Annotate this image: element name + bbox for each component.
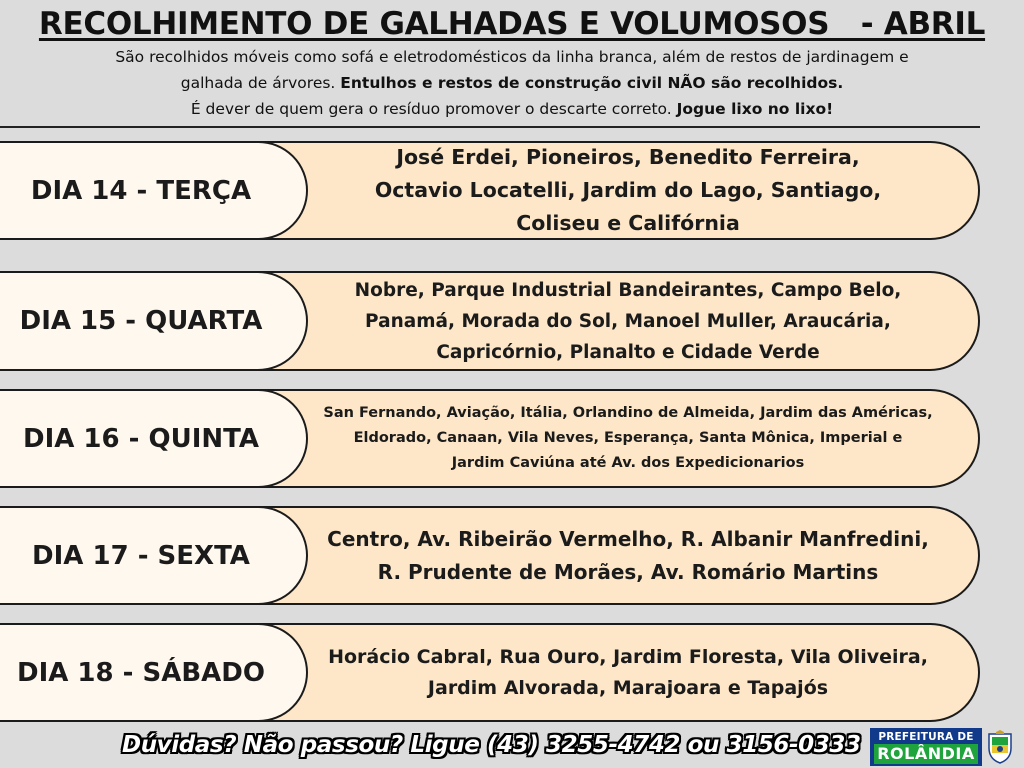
logo-top-text: PREFEITURA DE [878,731,974,743]
day-pill [0,506,308,605]
neighborhoods-text: Horácio Cabral, Rua Ouro, Jardim Floresta, Vila Oliveira, Jardim Alvorada, Marajoara e Tapajós [328,645,928,699]
day-label: DIA 16 - QUINTA [23,423,259,454]
neighborhoods-box [236,389,980,488]
neighborhoods-box [236,623,980,722]
day-label: DIA 18 - SÁBADO [17,657,265,688]
schedule-row-friday [0,506,980,605]
neighborhoods-box [236,141,980,240]
page-title: RECOLHIMENTO DE GALHADAS E VOLUMOSOS - ABRIL [38,6,986,42]
day-pill [0,389,308,488]
day-pill [0,623,308,722]
day-label: DIA 17 - SEXTA [32,540,250,571]
intro-line-3 [20,96,1004,122]
schedule-row-tuesday [0,141,980,240]
neighborhoods-text: San Fernando, Aviação, Itália, Orlandino de Almeida, Jardim das Américas, Eldorado, Canaan, Vila Neves, Esperança, Santa Mônica, Imperial e Jardim Caviúna até Av. dos Expedicionarios [323,405,933,471]
intro-line-1: São recolhidos móveis como sofá e eletrodomésticos da linha branca, além de restos de jardinagem e [115,48,909,66]
neighborhoods-box [236,506,980,605]
day-pill [0,271,308,371]
day-pill [0,141,308,240]
schedule-row-thursday [0,389,980,488]
neighborhoods-text: Centro, Av. Ribeirão Vermelho, R. Albanir Manfredini, R. Prudente de Morães, Av. Romário Martins [327,526,929,584]
intro-line-2-normal: galhada de árvores. [180,74,341,92]
logo-bottom-text: ROLÂNDIA [874,744,978,764]
header-divider [0,126,980,128]
day-label: DIA 14 - TERÇA [30,175,252,206]
intro-line-2 [20,70,1004,96]
intro-line-3-normal: É dever de quem gera o resíduo promover o descarte correto. [190,100,677,118]
neighborhoods-text: José Erdei, Pioneiros, Benedito Ferreira, Octavio Locatelli, Jardim do Lago, Santiago, Coliseu e Califórnia [374,145,882,235]
prefeitura-logo [870,728,982,766]
footer [0,728,1024,768]
intro-text [20,44,1004,122]
schedule-row-saturday [0,623,980,722]
intro-line-2-bold: Entulhos e restos de construção civil NÃO são recolhidos. [340,74,844,92]
contact-text: Dúvidas? Não passou? Ligue (43) 3255-4742 ou 3156-0333 [122,732,861,758]
day-label: DIA 15 - QUARTA [19,306,263,336]
schedule-row-wednesday [0,271,980,371]
neighborhoods-box [236,271,980,371]
city-crest-icon [986,730,1014,764]
neighborhoods-text: Nobre, Parque Industrial Bandeirantes, Campo Belo, Panamá, Morada do Sol, Manoel Muller, Araucária, Capricórnio, Planalto e Cidade Verde [354,279,902,363]
intro-line-3-bold: Jogue lixo no lixo! [676,100,834,118]
